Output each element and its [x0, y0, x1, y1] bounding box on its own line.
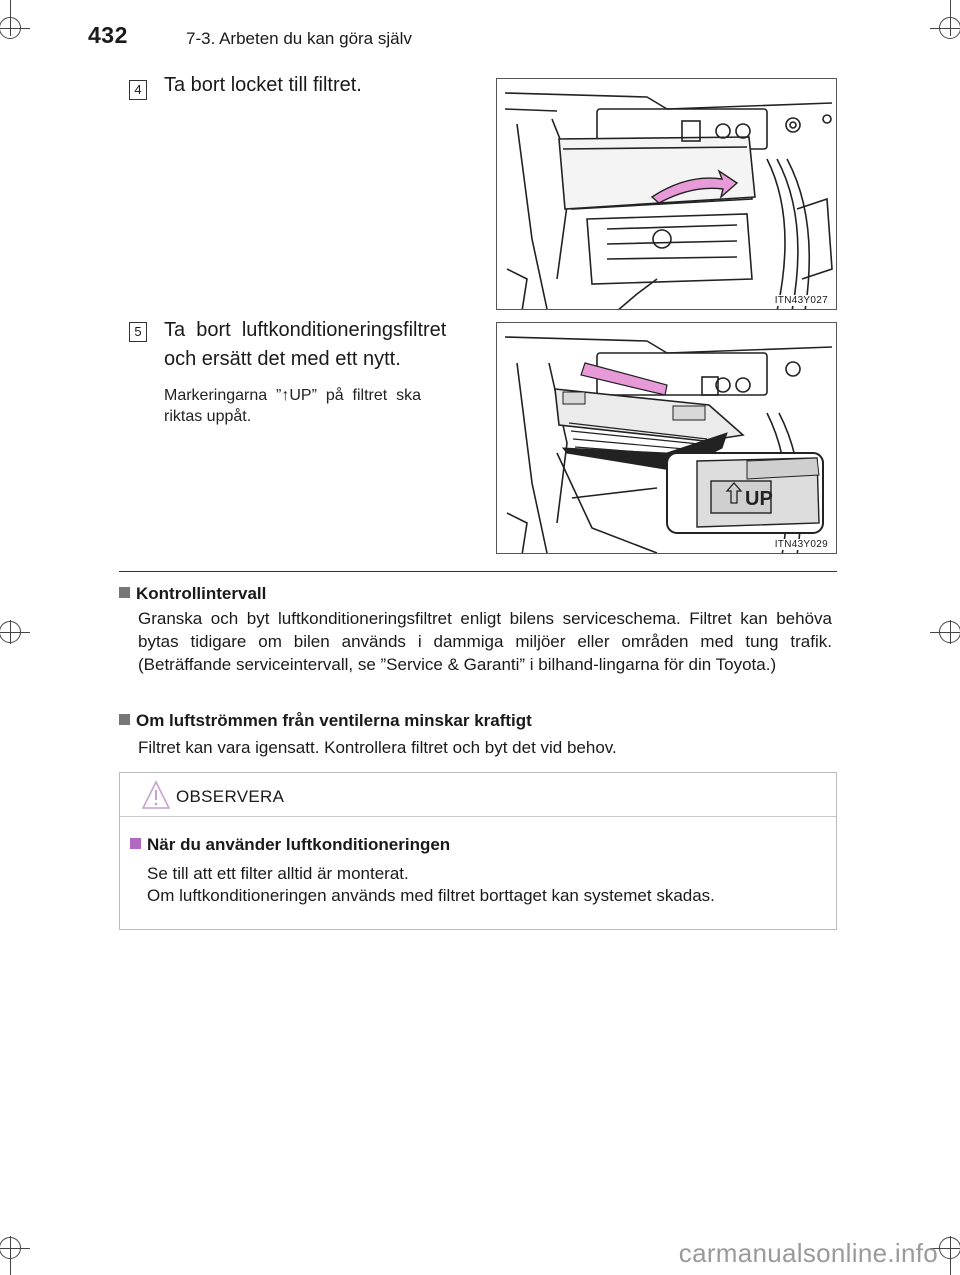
- page-number: 432: [88, 22, 128, 48]
- bullet-square-icon: [119, 714, 130, 725]
- notice-subheading: När du använder luftkonditioneringen: [130, 835, 450, 855]
- step-5-text-line1: Ta bort luftkonditioneringsfiltret: [164, 319, 447, 341]
- notice-line-2: Om luftkonditioneringen används med filtret borttaget kan systemet skadas.: [147, 886, 715, 905]
- figure-replace-filter: [496, 322, 837, 554]
- section-body-kontrollintervall: Granska och byt luftkonditioneringsfiltret enligt bilens serviceschema. Filtret kan behöva bytas tidigare om bilen används i dammiga miljöer eller områden med tung trafik. (Beträffande serviceintervall, se ”Service & Garanti” i bilhand-lingarna för din Toyota.): [138, 609, 832, 674]
- filter-cover-illustration: [497, 79, 837, 310]
- bullet-square-icon: [130, 838, 141, 849]
- step-5-note-line2: riktas uppåt.: [164, 408, 252, 425]
- figure-remove-cover: [496, 78, 837, 310]
- step-5-text-line2: och ersätt det med ett nytt.: [164, 348, 401, 370]
- figure-code: ITN43Y029: [774, 539, 828, 550]
- notice-box: [119, 772, 837, 930]
- notice-body: [147, 863, 837, 907]
- warning-triangle-icon: [142, 780, 170, 810]
- notice-title: OBSERVERA: [176, 787, 285, 806]
- step-5-note-line1: Markeringarna ”↑UP” på filtret ska: [164, 387, 421, 404]
- section-title: 7-3. Arbeten du kan göra själv: [186, 29, 412, 48]
- notice-header: [120, 773, 836, 817]
- bullet-square-icon: [119, 587, 130, 598]
- step-4-text: Ta bort locket till filtret.: [164, 74, 362, 96]
- step-badge-5: 5: [129, 322, 147, 342]
- section-body-luftstromning: Filtret kan vara igensatt. Kontrollera filtret och byt det vid behov.: [138, 738, 617, 757]
- step-badge-4: 4: [129, 80, 147, 100]
- section-heading-kontrollintervall: Kontrollintervall: [119, 584, 266, 604]
- section-divider: [119, 571, 837, 572]
- up-label-text: UP: [745, 488, 773, 510]
- filter-replacement-illustration: [497, 323, 837, 554]
- notice-line-1: Se till att ett filter alltid är monterat.: [147, 864, 409, 883]
- figure-code: ITN43Y027: [774, 295, 828, 306]
- watermark: carmanualsonline.info: [678, 1238, 938, 1268]
- section-heading-luftstromning: Om luftströmmen från ventilerna minskar kraftigt: [119, 711, 532, 731]
